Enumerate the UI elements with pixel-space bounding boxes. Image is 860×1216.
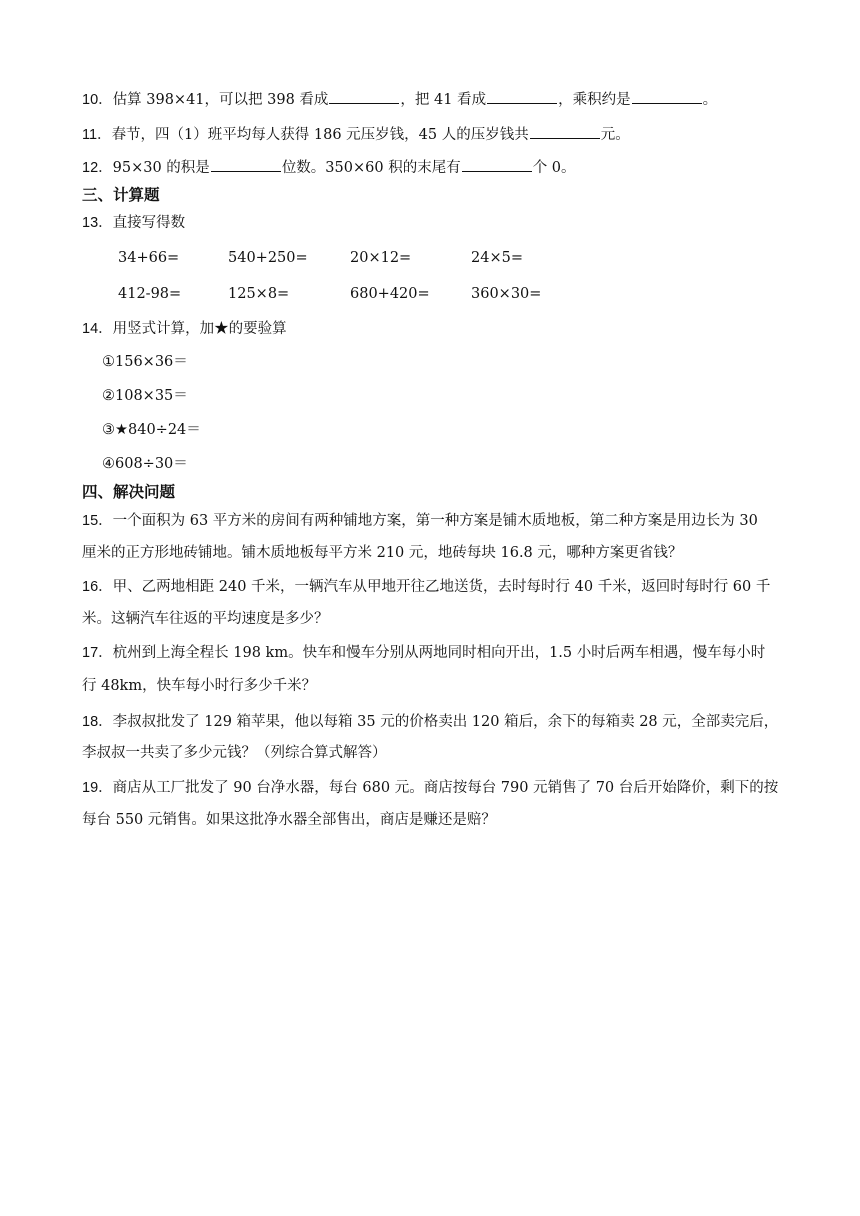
question-11 <box>82 124 812 145</box>
question-text: 。 <box>702 92 718 108</box>
question-number: 11． <box>82 127 112 143</box>
mental-math-item: 20×12= <box>350 250 412 266</box>
question-text: 春节，四（1）班平均每人获得 186 元压岁钱，45 人的压岁钱共 <box>111 127 529 143</box>
question-text: 甲、乙两地相距 240 千米，一辆汽车从甲地开往乙地送货，去时每时行 40 千米，返回时每时行 60 千 <box>112 579 771 595</box>
section-heading-calculation: 三、计算题 <box>82 186 160 204</box>
question-text: 元。 <box>600 127 630 143</box>
question-18 <box>82 712 812 732</box>
question-text: 李叔叔批发了 129 箱苹果，他以每箱 35 元的价格卖出 120 箱后，余下的每箱卖 28 元，全部卖完后， <box>112 714 779 730</box>
question-number: 16． <box>82 579 113 595</box>
question-17 <box>82 643 812 663</box>
question-17-continuation: 行 48km，快车每小时行多少千米？ <box>82 678 317 694</box>
question-19-continuation: 每台 550 元销售。如果这批净水器全部售出，商店是赚还是赔？ <box>82 812 496 828</box>
mental-math-item: 360×30= <box>471 286 542 302</box>
question-text: 位数。350×60 积的末尾有 <box>281 160 461 176</box>
question-15 <box>82 511 812 531</box>
written-calc-item: ④608÷30＝ <box>102 456 188 472</box>
question-text: 直接写得数 <box>112 215 186 231</box>
section-heading-word-problems: 四、解决问题 <box>82 483 176 501</box>
question-number: 18． <box>82 714 113 730</box>
question-12 <box>82 157 812 178</box>
answer-blank[interactable] <box>632 89 702 104</box>
question-text: ，把 41 看成 <box>400 92 487 108</box>
question-text: ，乘积约是 <box>558 92 631 108</box>
question-text: 一个面积为 63 平方米的房间有两种铺地方案，第一种方案是铺木质地板，第二种方案是用边长为 30 <box>112 513 758 529</box>
question-16-continuation: 米。这辆汽车往返的平均速度是多少？ <box>82 611 329 627</box>
mental-math-item: 680+420= <box>350 286 430 302</box>
question-18-continuation: 李叔叔一共卖了多少元钱？（列综合算式解答） <box>82 745 387 761</box>
question-number: 10． <box>82 92 113 108</box>
written-calc-item: ③★840÷24＝ <box>102 422 201 438</box>
mental-math-item: 125×8= <box>228 286 290 302</box>
answer-blank[interactable] <box>530 124 600 139</box>
question-number: 19． <box>82 780 113 796</box>
answer-blank[interactable] <box>211 157 281 172</box>
question-10 <box>82 89 812 110</box>
question-text: 个 0。 <box>532 160 576 176</box>
question-text: 95×30 的积是 <box>112 160 210 176</box>
question-number: 14． <box>82 321 113 337</box>
mental-math-item: 34+66= <box>118 250 180 266</box>
question-14 <box>82 319 812 339</box>
answer-blank[interactable] <box>329 89 399 104</box>
question-text: 杭州到上海全程长 198 km。快车和慢车分别从两地同时相向开出，1.5 小时后两车相遇，慢车每小时 <box>112 645 766 661</box>
answer-blank[interactable] <box>462 157 532 172</box>
mental-math-item: 412-98= <box>118 286 182 302</box>
question-13 <box>82 213 812 233</box>
question-text: 估算 398×41，可以把 398 看成 <box>112 92 329 108</box>
answer-blank[interactable] <box>487 89 557 104</box>
question-15-continuation: 厘米的正方形地砖铺地。铺木质地板每平方米 210 元，地砖每块 16.8 元，哪种方案更省钱？ <box>82 545 683 561</box>
written-calc-item: ②108×35＝ <box>102 388 188 404</box>
mental-math-item: 24×5= <box>471 250 523 266</box>
question-text: 用竖式计算，加★的要验算 <box>112 321 287 337</box>
question-number: 17． <box>82 645 113 661</box>
question-number: 13． <box>82 215 113 231</box>
mental-math-item: 540+250= <box>228 250 308 266</box>
question-number: 15． <box>82 513 113 529</box>
question-19 <box>82 778 812 798</box>
question-number: 12． <box>82 160 113 176</box>
question-16 <box>82 577 812 597</box>
written-calc-item: ①156×36＝ <box>102 354 188 370</box>
question-text: 商店从工厂批发了 90 台净水器，每台 680 元。商店按每台 790 元销售了 70 台后开始降价，剩下的按 <box>112 780 779 796</box>
